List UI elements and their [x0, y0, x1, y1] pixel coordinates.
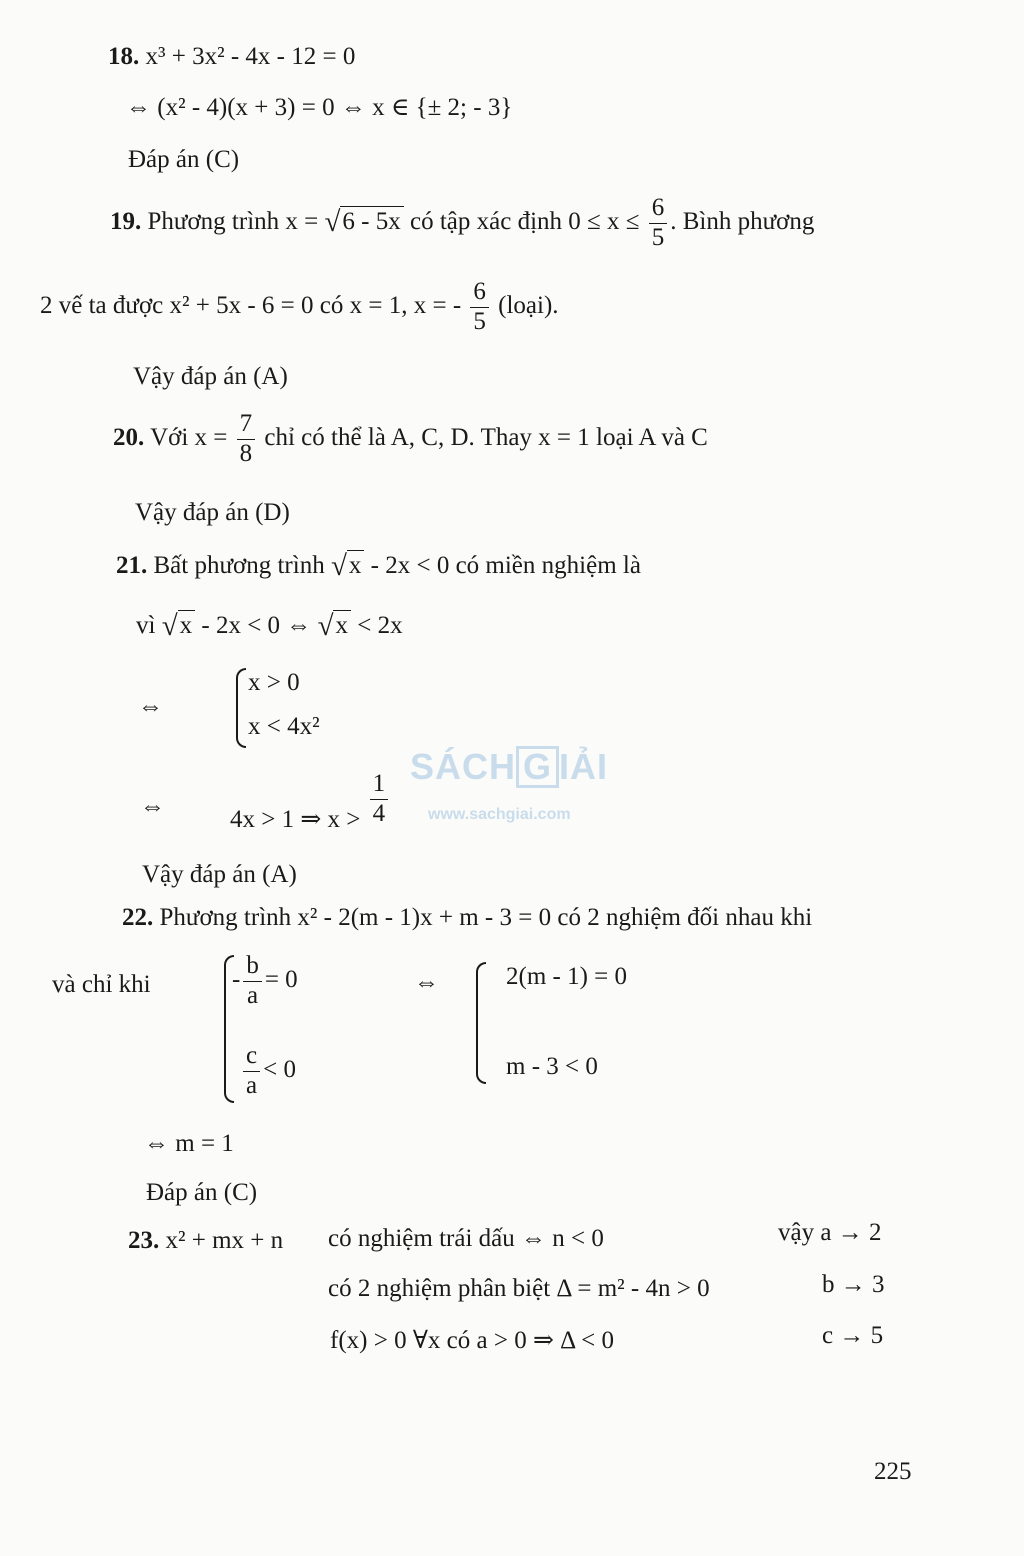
problem-21-line3: [230, 770, 391, 833]
numerator: 1: [370, 770, 389, 800]
sqrt-icon: √: [161, 610, 178, 642]
fraction: [470, 278, 489, 337]
text: < 2x: [357, 612, 403, 639]
problem-number: 20.: [113, 423, 145, 451]
numerator: b: [243, 952, 262, 982]
fraction: [237, 410, 256, 469]
problem-19-answer: Vậy đáp án (A): [133, 363, 288, 390]
fraction: [370, 770, 389, 829]
problem-18-line2: ⇔ (x² - 4)(x + 3) = 0 ⇔ x ∈ {± 2; - 3}: [126, 94, 513, 121]
radicand: x: [333, 610, 351, 638]
denominator: a: [247, 981, 259, 1009]
problem-20-line1: [113, 410, 708, 469]
denominator: 4: [372, 799, 386, 827]
system-brace: [236, 668, 246, 748]
sqrt-icon: √: [317, 610, 334, 642]
problem-number: 19.: [110, 207, 142, 235]
text: -: [232, 965, 241, 993]
denominator: 8: [239, 439, 253, 467]
text: chỉ có thể là A, C, D. Thay x = 1 loại A và C: [264, 423, 708, 451]
text: = 0: [264, 965, 298, 993]
iff-symbol: ⇔: [140, 793, 165, 820]
numerator: c: [243, 1042, 260, 1072]
system-brace: [476, 962, 486, 1084]
radicand: 6 - 5x: [340, 206, 403, 234]
problem-20-answer: Vậy đáp án (D): [135, 499, 290, 526]
system-left-line2: [240, 1042, 296, 1101]
numerator: 6: [649, 194, 668, 224]
problem-22-answer: Đáp án (C): [146, 1179, 258, 1206]
problem-18-answer: Đáp án (C): [128, 146, 240, 173]
fraction: [243, 952, 262, 1011]
text: . Bình phương: [670, 207, 815, 235]
problem-21-answer: Vậy đáp án (A): [142, 861, 297, 888]
text: vì: [136, 612, 156, 639]
text: IẢI: [559, 746, 609, 787]
problem-number: 22.: [122, 904, 154, 931]
watermark-logo: [410, 746, 608, 788]
problem-21-line1: [116, 550, 641, 582]
numerator: 6: [470, 278, 489, 308]
fraction: [649, 194, 668, 253]
equation: x³ + 3x² - 4x - 12 = 0: [145, 43, 356, 70]
system-line1: x > 0: [248, 669, 300, 696]
problem-23-row3: f(x) > 0 ∀x có a > 0 ⇒ Δ < 0: [330, 1327, 614, 1354]
expression: x² + mx + n: [165, 1227, 284, 1254]
text: Phương trình x =: [147, 207, 319, 235]
text: x < 4x²: [248, 713, 320, 740]
system-right-line2: m - 3 < 0: [506, 1053, 598, 1080]
text: Bất phương trình: [153, 552, 325, 579]
problem-23-row2-map: b → 3: [822, 1271, 885, 1298]
text: G: [516, 746, 559, 788]
problem-23-row1: có nghiệm trái dấu ⇔ n < 0: [328, 1225, 604, 1252]
problem-23-line1: [128, 1228, 283, 1253]
system-right-line1: 2(m - 1) = 0: [506, 963, 628, 990]
text: - 2x < 0 ⇔: [201, 612, 312, 639]
text: Phương trình x² - 2(m - 1)x + m - 3 = 0 có 2 nghiệm đối nhau khi: [159, 904, 813, 931]
problem-23-row2: có 2 nghiệm phân biệt Δ = m² - 4n > 0: [328, 1275, 710, 1302]
problem-23-row3-map: c → 5: [822, 1322, 884, 1349]
radicand: x: [347, 550, 365, 578]
denominator: 5: [651, 223, 665, 251]
text: 2 vế ta được x² + 5x - 6 = 0 có x = 1, x = -: [40, 291, 462, 319]
watermark-url: www.sachgiai.com: [428, 806, 571, 823]
sqrt-icon: √: [330, 550, 347, 582]
denominator: 5: [473, 307, 486, 335]
problem-number: 21.: [116, 552, 148, 579]
problem-23-row1-map: vậy a → 2: [778, 1219, 882, 1246]
problem-18-line1: [108, 44, 355, 69]
denominator: a: [246, 1071, 258, 1099]
system-left-line1: [232, 952, 298, 1011]
text: < 0: [263, 1055, 296, 1083]
problem-number: 18.: [108, 43, 140, 70]
radicand: x: [178, 610, 196, 638]
page-number: 225: [874, 1458, 912, 1485]
problem-22-line1: [122, 905, 812, 930]
problem-21-line2: [136, 610, 403, 642]
iff-symbol: ⇔: [138, 693, 163, 720]
text: 4x > 1 ⇒ x >: [230, 805, 361, 833]
problem-19-line2: [40, 278, 559, 337]
numerator: 7: [237, 410, 256, 440]
text: (loại).: [498, 291, 559, 319]
problem-22-va-chi-khi: và chỉ khi: [52, 971, 151, 998]
problem-number: 23.: [128, 1227, 160, 1254]
text: Với x =: [150, 423, 228, 451]
problem-22-result: ⇔ m = 1: [144, 1130, 234, 1157]
text: - 2x < 0 có miền nghiệm là: [370, 552, 641, 579]
system-line2: [248, 714, 320, 739]
text: có tập xác định 0 ≤ x ≤: [410, 207, 640, 235]
problem-19-line1: [110, 194, 814, 253]
fraction: [243, 1042, 260, 1101]
sqrt-icon: √: [324, 205, 341, 238]
text: SÁCH: [410, 746, 517, 787]
iff-symbol: ⇔: [414, 969, 439, 996]
